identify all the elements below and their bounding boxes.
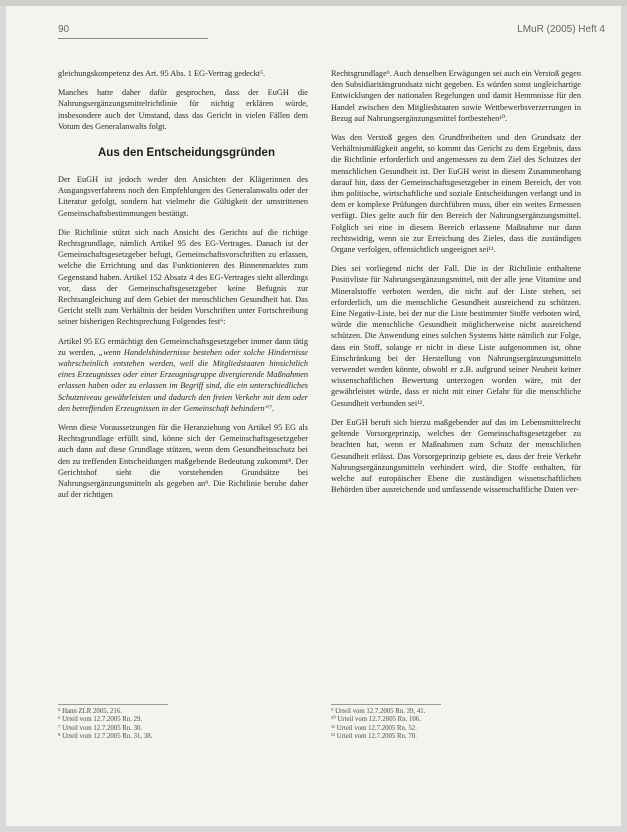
paragraph: Die Richtlinie stützt sich nach Ansicht des Gerichts auf die richtige Rechtsgrundlage, nämlich Artikel 95 des EG-Vertrages. Danach ist der Gemeinschaftsgesetzgeber befugt, Gemeinschaftsvorschriften zu erlassen, welche die Errichtung und das Funktionieren des Binnenmarktes zum Gegenstand haben. Artikel 152 Absatz 4 des EG-Vertrages sieht allerdings vor, dass der Gemeinschaftsgesetzgeber keine Befugnis zur Rechtsangleichung auf dem Gebiet der menschlichen Gesundheit hat. Das Gericht stellt zum Verhältnis der beiden Vorschriften unter Fortschreibung seiner bisherigen Rechtsprechung Folgendes fest⁶: xyxy=(58,227,308,327)
paragraph: Dies sei vorliegend nicht der Fall. Die in der Richtlinie enthaltene Positivliste für Nahrungsergänzungsmittel, mit der alle jene Vitamine und Mineralstoffe verboten werden, die nicht auf der Liste stehen, sei erforderlich, um die menschliche Gesundheit ausreichend zu schützen. Eine Negativ-Liste, bei der nur die Liste bestimmter Stoffe verboten wird, würde die menschliche Gesundheit möglicherweise nicht ausreichend schützen. Die Anwendung eines solchen Systems hätte nämlich zur Folge, dass ein Stoff, solange er nicht in diese Liste aufgenommen ist, ohne Einschränkung bei der Herstellung von Nahrungsergänzungsmitteln verwendet werden könnte, obwohl er z.B. aufgrund seiner Neuheit keiner wissenschaftlichen Bewertung unterzogen worden wäre, mit der gewährleistet würde, dass er nicht mit einer Gefahr für die menschliche Gesundheit verbunden sei¹². xyxy=(331,264,581,408)
footnote: ⁸ Urteil vom 12.7.2005 Rn. 31, 38. xyxy=(58,733,153,741)
footnote-rule xyxy=(331,704,441,705)
footnote: ¹⁰ Urteil vom 12.7.2005 Rn. 106. xyxy=(331,716,421,724)
footnote: ¹² Urteil vom 12.7.2005 Rn. 70. xyxy=(331,733,417,741)
footnote: ¹¹ Urteil vom 12.7.2005 Rn. 52. xyxy=(331,724,417,732)
footnote: ⁵ Hann ZLR 2005, 216. xyxy=(58,708,122,715)
paragraph: Der EuGH beruft sich hierzu maßgebender auf das im Lebensmittelrecht geltende Vorsorgeprinzip, welches der Gemeinschaftsgesetzgeber zu beachten hat, wenn er Maßnahmen zum Schutz der menschlichen Gesundheit erlässt. Das Vorsorgeprinzip gebiete es, dass der freie Verkehr Nahrungsergänzungsmitteln verhindert wird, die Stoffe enthalten, für welche auf europäischer Ebene die zuständigen wissenschaftlichen Behörden über ausreichende und umfassende wissenschaftliche Daten ver- xyxy=(331,417,581,495)
paragraph: Was den Verstoß gegen den Grundfreiheiten und den Grundsatz der Verhältnismäßigkeit angeht, so kommt das Gericht zu dem Ergebnis, dass die Richtlinie erforderlich und angemessen zu dem Ziel des Schutzes der menschlichen Gesundheit ist. Der EuGH weist in diesem Zusammenhang darauf hin, dass der Gemeinschaftsgesetzgeber in einem Bereich, der von ihm politische, wirtschaftliche und soziale Entscheidungen verlangt und in dem er komplexe Prüfungen durchführen muss, über ein weites Ermessen verfügt. Dies gelte auch für den Bereich der Nahrungsergänzungsmittel. Folglich sei eine in diesem Bereich erlassene Maßnahme nur dann rechtswidrig, wenn sie zur Erreichung des Zieles, dass die zuständigen Organe verfolgen, offensichtlich ungeeignet sei¹¹. xyxy=(331,133,581,255)
journal-header: LMuR (2005) Heft 4 xyxy=(517,24,605,35)
document-page xyxy=(6,6,621,826)
paragraph: gleichungskompetenz des Art. 95 Abs. 1 EG-Vertrag gedeckt⁵. xyxy=(58,69,266,78)
right-column xyxy=(331,68,581,503)
footnote: ⁷ Urteil vom 12.7.2005 Rn. 30. xyxy=(58,724,143,732)
paragraph-with-quote xyxy=(58,336,308,414)
section-heading: Aus den Entscheidungsgründen xyxy=(98,147,275,160)
header-rule xyxy=(58,38,208,39)
quote-intro: Artikel 95 EG ermächtigt den Gemeinschaftsgesetzgeber immer dann tätig zu werden, xyxy=(58,336,308,357)
footnotes-left xyxy=(58,704,308,742)
page-number: 90 xyxy=(58,24,70,35)
paragraph: Wenn diese Voraussetzungen für die Heranziehung von Artikel 95 EG als Rechtsgrundlage erfüllt sind, könne sich der Gemeinschaftsgesetzgeber auch dann auf diese Grundlage stützen, wenn dem Gesundheitsschutz bei den zu treffenden Entscheidungen maßgebende Bedeutung zukommt⁸. Der Gerichtshof sieht die vorstehenden Grundsätze bei Nahrungsergänzungsmitteln als gegeben an⁹. Die Richtlinie beruhe daher auf der richtigen xyxy=(58,423,308,500)
paragraph: Manches hatte daher dafür gesprochen, dass der EuGH die Nahrungsergänzungsmittelrichtlinie für nichtig erklären würde, insbesondere auch der Umstand, dass das Gericht in vielen Fällen dem Votum des Generalanwalts folgt. xyxy=(58,88,308,131)
footnote-rule xyxy=(58,704,168,705)
footnotes-right xyxy=(331,704,581,742)
paragraph: Der EuGH ist jedoch weder den Ansichten der Klägerinnen des Ausgangsverfahrens noch den Empfehlungen des Generalanwalts oder der Literatur gefolgt, sondern hat vielmehr die Gültigkeit der umstrittenen Gemeinschaftsbestimmungen bestätigt. xyxy=(58,175,308,218)
italic-quote: „wenn Handelshindernisse bestehen oder solche Hindernisse wahrscheinlich entstehen werden, weil die Mitgliedstaaten hinsichtlich eines Erzeugnisses oder einer Erzeugnisgruppe divergierende Maßnahmen erlassen haben oder zu erlassen im Begriff sind, die ein unterschiedliches Schutzniveau gewährleisten und dadurch den freien Verkehr mit dem oder den betreffenden Erzeugnissen in der Gemeinschaft behindern“⁷. xyxy=(58,347,308,413)
left-column xyxy=(58,68,308,509)
footnote: ⁹ Urteil vom 12.7.2005 Rn. 39, 41. xyxy=(331,708,426,715)
footnote: ⁶ Urteil vom 12.7.2005 Rn. 29. xyxy=(58,716,143,724)
paragraph: Rechtsgrundlage⁹. Auch denselben Erwägungen sei auch ein Verstoß gegen den Subsidiaritätsgrundsatz nicht gegeben. Es würden sonst ungleichartige Entwicklungen der nationalen Regelungen und damit Hemmnisse für den Handel zwischen den Mitgliedstaaten sowie Wettbewerbsverzerrungen in Bezug auf Nahrungsergänzungsmittel fortbestehen¹⁰. xyxy=(331,69,581,123)
